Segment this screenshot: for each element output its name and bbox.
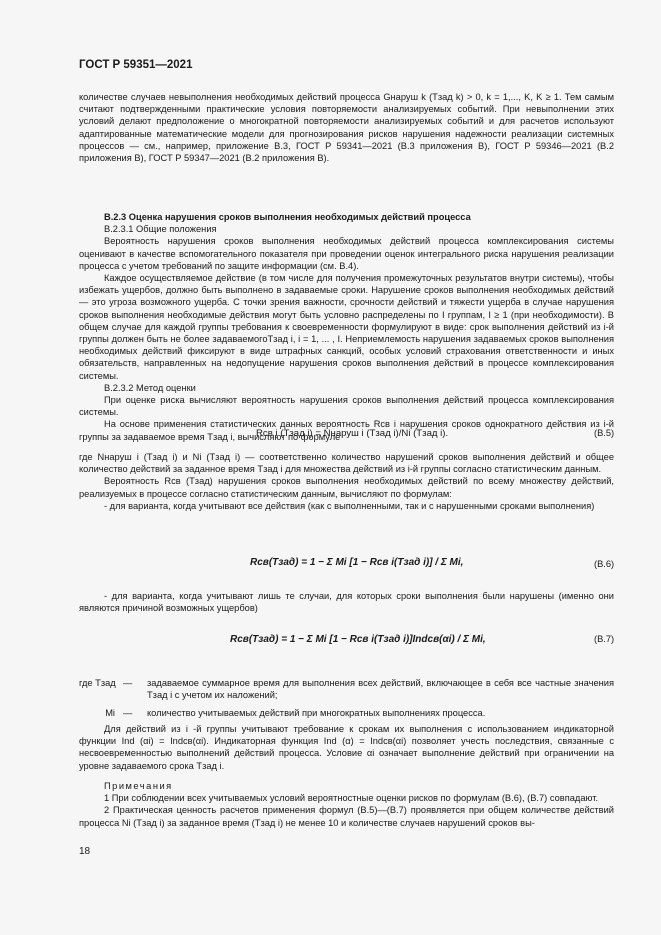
formula-b5: Rсв i (Tзад i) = Nнаруш i (Tзад i)/Ni (Tзад i). [256,428,449,439]
definition-row [79,677,614,701]
section-title: В.2.3 Оценка нарушения сроков выполнения необходимых действий процесса [104,212,471,222]
formula-number: (В.7) [594,634,615,644]
definition-row [79,707,614,719]
note-item: 2 Практическая ценность расчетов применения формул (В.5)—(В.7) проявляется при общем количестве действий процесса Ni (Tзад i) за заданное время (Tзад i) не менее 10 и количестве случаев нарушений сроков вы- [79,805,614,828]
paragraph: - для варианта, когда учитывают лишь те случаи, для которых сроки выполнения были нарушены (именно они являются причиной возможных ущербов) [79,591,614,614]
definitions [79,677,614,720]
formula-b6: Rсв(Tзад) = 1 − Σ Mi [1 − Rсв i(Tзад i)] / Σ Mi, [250,557,464,568]
paragraph: Каждое осуществляемое действие (в том числе для получения промежуточных результатов внутри системы), чтобы избежать ущербов, должно быть выполнено в задаваемые сроки. Нарушение сроков выполнения необходимых действий — это угроза возможного ущерба. С точки зрения важности, срочности действий и тяжести ущерба в случае нарушения сроков выполнения необходимые действия могут быть условно распределены по I группам, I ≥ 1 (при необходимости). В общем случае для каждой группы требования к своевременности формулируют в виде: срок выполнения действий из i-й группы должен быть не более задаваемогоTзад i, i = 1, ... , I. Неприемлемость нарушения задаваемых сроков выполнения необходимых действий фиксируют в виде штрафных санкций, особых условий страхования ответственности и иных обязательств, направленных на недопущение нарушения сроков выполнения действий в процессе комплексирования системы. [79,273,614,381]
paragraph: количестве случаев невыполнения необходимых действий процесса Gнаруш k (Tзад k) > 0, k = 1,..., K, K ≥ 1. Тем самым считают подтвержденными практические условия повторяемости анализируемых событий. При невыполнении этих условий делают предположение о многократной повторяемости анализируемых событий и для расчетов используют адаптированные математические модели для прогнозирования рисков нарушения надежности реализации системных процессов — см., например, приложение В.3, ГОСТ Р 59341—2021 (В.3 приложения В), ГОСТ Р 59346—2021 (В.2 приложения В), ГОСТ Р 59347—2021 (В.2 приложения В). [79,92,614,164]
indicator-block [79,723,614,772]
subsection-title: В.2.3.2 Метод оценки [104,382,196,393]
paragraph: Вероятность Rсв (Tзад) нарушения сроков выполнения необходимых действий по всему множеству действий, реализуемых в процессе согласно статистическим данным, вычисляют по формулам: [79,476,614,499]
definition-text: задаваемое суммарное время для выполнения всех действий, включающее в себя все частные значения Tзад i с учетом их наложений; [147,678,614,701]
paragraph: где Nнаруш i (Tзад i) и Ni (Tзад i) — соответственно количество нарушений сроков выполнения действий и общее количество действий за заданное время Tзад i для множества действий из i-й группы согласно статистическим данным. [79,452,614,475]
notes-block [79,780,614,829]
definition-text: количество учитываемых действий при многократных выполнениях процесса. [147,708,486,719]
subsection-title: В.2.3.1 Общие положения [104,224,217,235]
page-number: 18 [79,846,91,857]
definition-symbol: Mi [105,708,115,719]
paragraph-intro [79,91,614,164]
note-item: 1 При соблюдении всех учитываемых условий вероятностные оценки рисков по формулам (В.6), (В.7) совпадают. [104,793,599,804]
paragraph: Для действий из i -й группы учитывают требование к срокам их выполнения с использованием индикаторной функции Ind (αi) = Indсв(αi). Индикаторная функция Ind (α) = Indсв(αi) позволяет учесть последствия, связанные с несвоевременностью выполнений действий процесса. Условие αi означает выполнение действий при ограничении на уровне задаваемого срока Tзад i. [79,724,614,771]
document-header: ГОСТ Р 59351—2021 [79,59,193,71]
paragraph: При оценке риска вычисляют вероятность нарушения сроков выполнения действий процесса комплексирования системы. [79,395,614,418]
definition-dash: — [123,678,133,688]
notes-title: Примечания [104,781,173,791]
formula-b7: Rсв(Tзад) = 1 − Σ Mi [1 − Rсв i(Tзад i)]Indсв(αi) / Σ Mi, [230,634,486,645]
formula-number: (В.6) [594,559,615,569]
definition-dash: — [123,708,133,719]
paragraph: На основе применения статистических данных вероятность Rсв i нарушения сроков однократного действия из i-й группы за задаваемое время Tзад i, вычисляют по формуле [79,419,614,442]
paragraph: Вероятность нарушения сроков выполнения необходимых действий процесса комплексирования системы оценивают в качестве вспомогательного показателя при проведении оценок интегрального риска нарушения реализации процесса с учетом требований по защите информации (см. В.4). [79,236,614,271]
formula-number: (В.5) [594,428,615,438]
section-block [79,211,614,443]
paragraph: - для варианта, когда учитывают все действия (как с выполненными, так и с нарушенными сроками выполнения) [104,500,595,511]
explanation-block [79,451,614,512]
definition-symbol: где Tзад [79,678,116,688]
variant-block [79,590,614,614]
